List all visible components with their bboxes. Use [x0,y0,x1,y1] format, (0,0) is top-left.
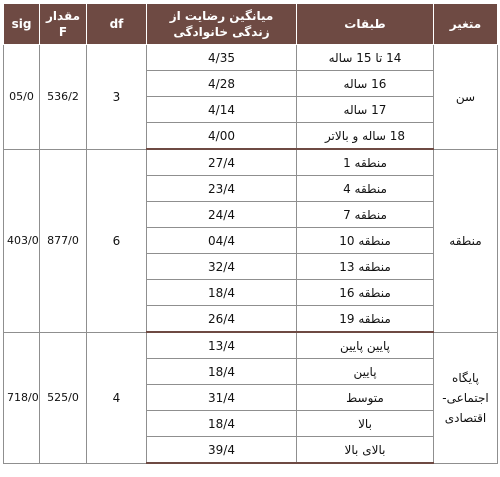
mean-value: 39/4 [147,437,297,464]
mean-value: 23/4 [147,176,297,202]
table-row [4,332,498,359]
class-label: منطقه 1 [297,149,434,176]
class-label: منطقه 10 [297,228,434,254]
mean-value: 4/14 [147,97,297,123]
mean-value: 13/4 [147,332,297,359]
group-f-value: 536/2 [40,45,87,150]
group-f-value: 877/0 [40,149,87,332]
mean-value: 32/4 [147,254,297,280]
mean-value: 4/28 [147,71,297,97]
mean-value: 24/4 [147,202,297,228]
class-label: 18 ساله و بالاتر [297,123,434,150]
header-f-value: مقدار F [40,4,87,45]
class-label: منطقه 16 [297,280,434,306]
class-label: متوسط [297,385,434,411]
variable-label: سن [434,45,498,150]
class-label: منطقه 7 [297,202,434,228]
class-label: پایین پایین [297,332,434,359]
header-classes: طبقات [297,4,434,45]
group-df: 4 [87,332,147,463]
mean-value: 27/4 [147,149,297,176]
mean-value: 04/4 [147,228,297,254]
header-variable: متغیر [434,4,498,45]
mean-value: 18/4 [147,411,297,437]
table-body [4,45,498,464]
mean-value: 4/35 [147,45,297,71]
variable-label: منطقه [434,149,498,332]
class-label: 17 ساله [297,97,434,123]
class-label: بالای بالا [297,437,434,464]
class-label: منطقه 4 [297,176,434,202]
group-sig: 718/0 [4,332,40,463]
mean-value: 31/4 [147,385,297,411]
anova-table [3,3,498,464]
mean-value: 18/4 [147,280,297,306]
group-f-value: 525/0 [40,332,87,463]
header-row [4,4,498,45]
mean-value: 26/4 [147,306,297,333]
table-row [4,45,498,71]
class-label: منطقه 19 [297,306,434,333]
class-label: منطقه 13 [297,254,434,280]
mean-value: 4/00 [147,123,297,150]
header-df: df [87,4,147,45]
group-sig: 403/0 [4,149,40,332]
header-mean: میانگین رضایت از زندگی خانوادگی [147,4,297,45]
variable-label: پایگاه اجتماعی- اقتصادی [434,332,498,463]
group-df: 3 [87,45,147,150]
class-label: 16 ساله [297,71,434,97]
group-sig: 05/0 [4,45,40,150]
table-row [4,149,498,176]
mean-value: 18/4 [147,359,297,385]
class-label: 14 تا 15 ساله [297,45,434,71]
class-label: بالا [297,411,434,437]
group-df: 6 [87,149,147,332]
class-label: پایین [297,359,434,385]
header-sig: sig [4,4,40,45]
